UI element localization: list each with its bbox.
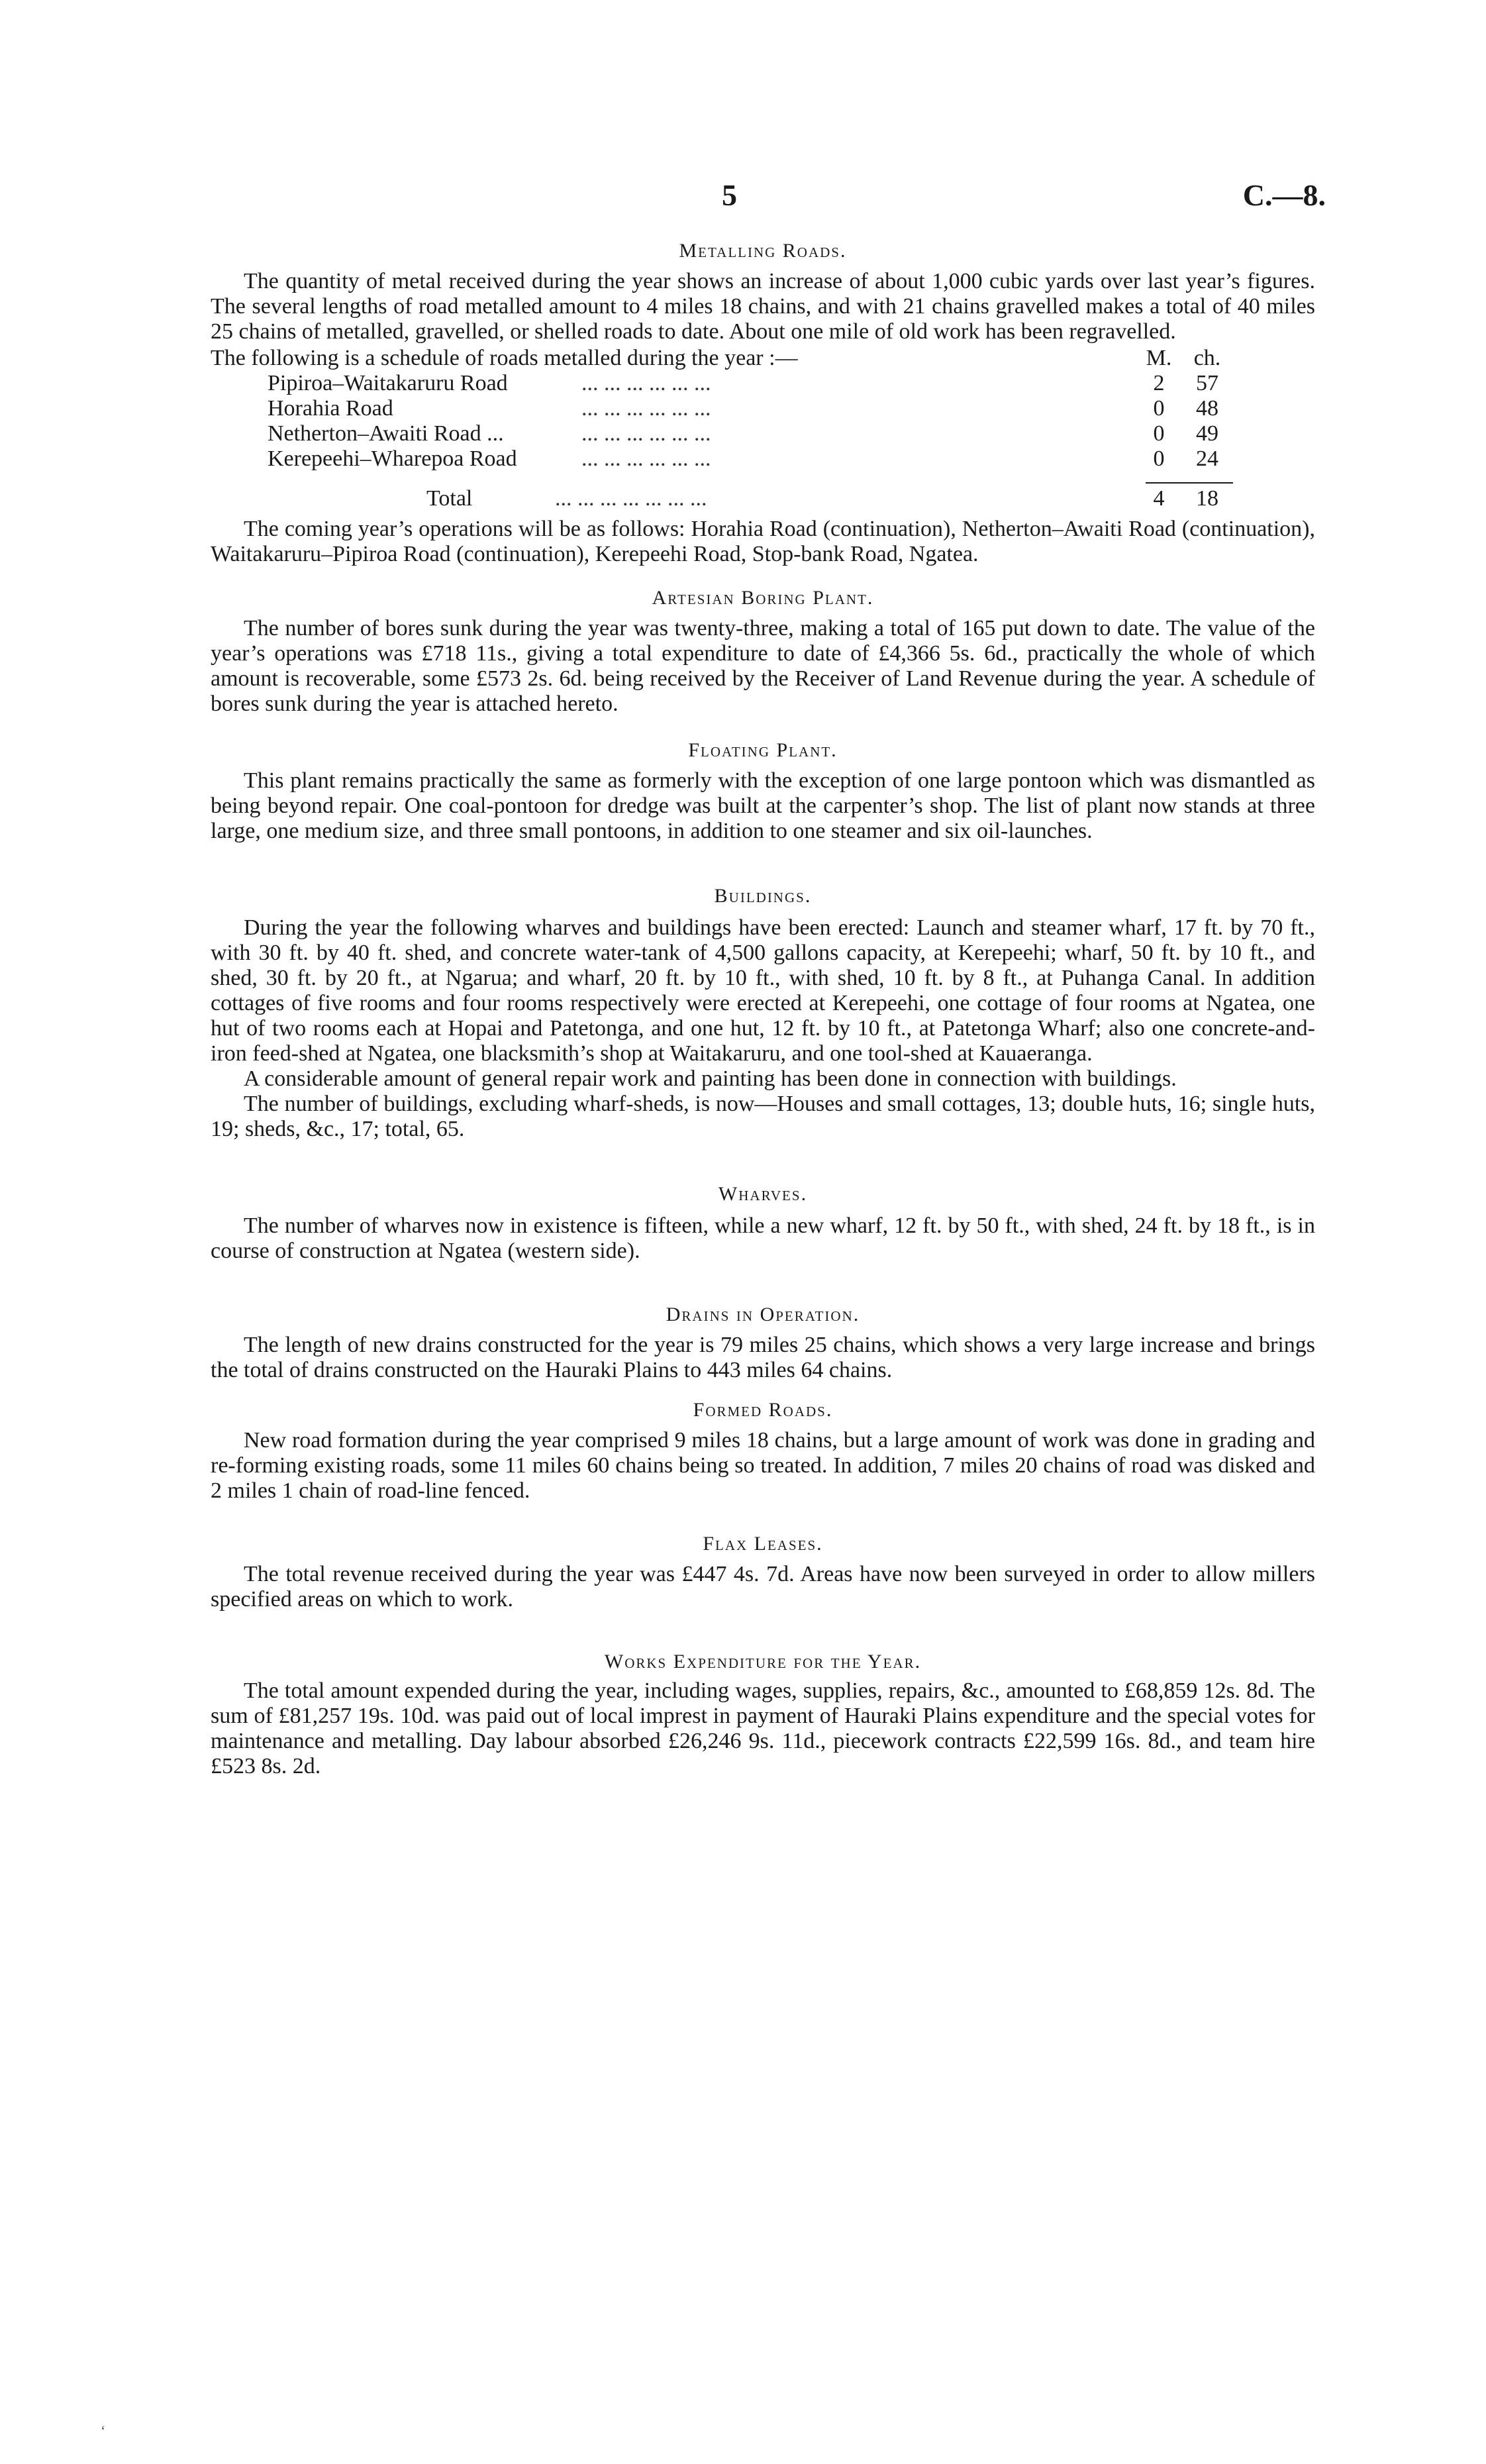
schedule-header-row [211, 346, 1315, 371]
miles-value: 2 [1153, 371, 1165, 395]
report-id: C.—8. [1242, 178, 1326, 212]
buildings-paragraph-3: The number of buildings, excluding wharf-sheds, is now—Houses and small cottages, 13; double huts, 16; single huts, 19; sheds, &c., 17; total, 65. [211, 1092, 1315, 1141]
heading-drains-in-operation: Drains in Operation. [666, 1304, 860, 1325]
total-row [211, 486, 1315, 511]
works-paragraph: The total amount expended during the year, including wages, supplies, repairs, &c., amounted to £68,859 12s. 8d. The sum of £81,257 19s. 10d. was paid out of local imprest in payment of Hauraki Plains expenditure and the special votes for maintenance and metalling. Day labour absorbed £26,246 9s. 11d., piecework contracts £22,599 16s. 8d., and team hire £523 8s. 2d. [211, 1678, 1315, 1778]
heading-floating-plant: Floating Plant. [688, 739, 838, 761]
road-name: Pipiroa–Waitakaruru Road [268, 371, 508, 395]
floating-paragraph: This plant remains practically the same as formerly with the exception of one large pontoon which was dismantled as being beyond repair. One coal-pontoon for dredge was built at the carpenter’s shop. The list of plant now stands at three large, one medium size, and three small pontoons, in addition to one steamer and six oil-launches. [211, 768, 1315, 843]
chains-value: 57 [1196, 371, 1218, 395]
leader-dots: ... ... ... ... ... ... [581, 371, 711, 395]
total-miles: 4 [1153, 486, 1165, 511]
miles-value: 0 [1153, 396, 1165, 421]
buildings-paragraph-2: A considerable amount of general repair work and painting has been done in connection with buildings. [244, 1066, 1177, 1091]
drains-paragraph: The length of new drains constructed for the year is 79 miles 25 chains, which shows a very large increase and brings the total of drains constructed on the Hauraki Plains to 443 miles 64 chains. [211, 1333, 1315, 1382]
leader-dots: ... ... ... ... ... ... [581, 421, 711, 446]
heading-works-expenditure: Works Expenditure for the Year. [604, 1651, 922, 1672]
heading-buildings: Buildings. [714, 885, 812, 907]
wharves-paragraph: The number of wharves now in existence is fifteen, while a new wharf, 12 ft. by 50 ft., with shed, 24 ft. by 18 ft., is in course of construction at Ngatea (western side). [211, 1213, 1315, 1263]
chains-value: 24 [1196, 446, 1218, 471]
leader-dots: ... ... ... ... ... ... ... [555, 486, 707, 511]
road-name: Horahia Road [268, 396, 393, 421]
miles-value: 0 [1153, 421, 1165, 446]
heading-flax-leases: Flax Leases. [703, 1533, 823, 1555]
table-row [211, 421, 1315, 446]
total-chains: 18 [1196, 486, 1218, 511]
heading-wharves: Wharves. [718, 1183, 808, 1205]
miles-value: 0 [1153, 446, 1165, 471]
artesian-paragraph: The number of bores sunk during the year was twenty-three, making a total of 165 put down to date. The value of the year’s operations was £718 11s., giving a total expenditure to date of £4,366 5s. 6d., practically the whole of which amount is recoverable, some £573 2s. 6d. being received by the Receiver of Land Revenue during the year. A schedule of bores sunk during the year is attached hereto. [211, 616, 1315, 716]
roads-schedule-table [211, 346, 1315, 511]
metalling-paragraph-1: The quantity of metal received during the year shows an increase of about 1,000 cubic yards over last year’s figures. The several lengths of road metalled amount to 4 miles 18 chains, and with 21 chains gravelled makes a total of 40 miles 25 chains of metalled, gravelled, or shelled roads to date. About one mile of old work has been regravelled. [211, 269, 1315, 344]
formed-roads-paragraph: New road formation during the year comprised 9 miles 18 chains, but a large amount of work was done in grading and re-forming existing roads, some 11 miles 60 chains being so treated. In addition, 7 miles 20 chains of road was disked and 2 miles 1 chain of road-line fenced. [211, 1428, 1315, 1503]
metalling-paragraph-2: The coming year’s operations will be as follows: Horahia Road (continuation), Netherton–Awaiti Road (continuation), Waitakaruru–Pipiroa Road (continuation), Kerepeehi Road, Stop-bank Road, Ngatea. [211, 517, 1315, 566]
table-row [211, 371, 1315, 396]
flax-paragraph: The total revenue received during the year was £447 4s. 7d. Areas have now been surveyed in order to allow millers specified areas on which to work. [211, 1562, 1315, 1612]
buildings-paragraph-1: During the year the following wharves and buildings have been erected: Launch and steamer wharf, 17 ft. by 70 ft., with 30 ft. by 40 ft. shed, and concrete water-tank of 4,500 gallons capacity, at Kerepeehi; wharf, 50 ft. by 10 ft., and shed, 30 ft. by 20 ft., at Ngarua; and wharf, 20 ft. by 10 ft., with shed, 10 ft. by 8 ft., at Puhanga Canal. In addition cottages of five rooms and four rooms respectively were erected at Kerepeehi, one cottage of four rooms at Ngatea, one hut of two rooms each at Hopai and Patetonga, and one hut, 12 ft. by 10 ft., at Patetonga Wharf; also one concrete-and-iron feed-shed at Ngatea, one blacksmith’s shop at Waitakaruru, and one tool-shed at Kauaeranga. [211, 915, 1315, 1066]
heading-metalling-roads: Metalling Roads. [679, 240, 847, 262]
table-row [211, 396, 1315, 421]
column-header-miles: M. [1146, 346, 1172, 370]
page-number: 5 [722, 178, 737, 212]
heading-artesian-boring-plant: Artesian Boring Plant. [652, 587, 874, 609]
total-rule [1146, 482, 1233, 484]
leader-dots: ... ... ... ... ... ... [581, 396, 711, 421]
schedule-intro: The following is a schedule of roads metalled during the year :— [211, 346, 798, 370]
leader-dots: ... ... ... ... ... ... [581, 446, 711, 471]
chains-value: 48 [1196, 396, 1218, 421]
table-row [211, 446, 1315, 472]
document-body [211, 238, 1315, 1779]
road-name: Kerepeehi–Wharepoa Road [268, 446, 517, 471]
chains-value: 49 [1196, 421, 1218, 446]
margin-mark: ‘ [101, 2422, 106, 2439]
road-name: Netherton–Awaiti Road ... [268, 421, 504, 446]
total-label: Total [426, 486, 473, 511]
column-header-chains: ch. [1193, 346, 1221, 370]
heading-formed-roads: Formed Roads. [693, 1399, 833, 1421]
